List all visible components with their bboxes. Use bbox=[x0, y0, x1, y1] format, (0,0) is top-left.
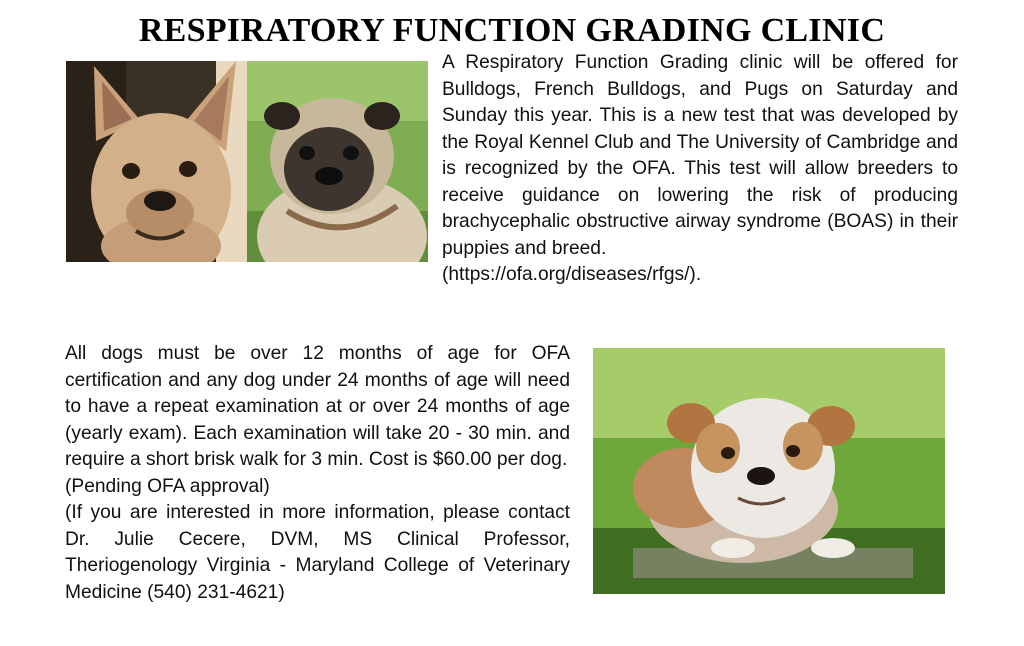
requirements-text: All dogs must be over 12 months of age for OFA certification and any dog under 24 months of age will need to have a repeat examination at or over 24 months of age (yearly exam). Each examination will take 20 - 30 min. and require a short brisk walk for 3 min. Cost is $60.00 per dog. bbox=[65, 343, 570, 470]
pug-photo bbox=[247, 61, 428, 262]
french-bulldog-photo bbox=[66, 61, 247, 262]
details-paragraph bbox=[65, 341, 570, 606]
contact-text: (If you are interested in more information, please contact Dr. Julie Cecere, DVM, MS Clinical Professor, Theriogenology Virginia - Maryland College of Veterinary Medicine (540) 231-4621) bbox=[65, 502, 570, 603]
intro-text: A Respiratory Function Grading clinic will be offered for Bulldogs, French Bulldogs, and Pugs on Saturday and Sunday this year. This is a new test that was developed by the Royal Kennel Club and The University of Cambridge and is recognized by the OFA. This test will allow breeders to receive guidance on lowering the risk of producing brachycephalic obstructive airway syndrome (BOAS) in their puppies and breed. bbox=[442, 52, 958, 259]
intro-paragraph bbox=[442, 50, 958, 289]
page-title: RESPIRATORY FUNCTION GRADING CLINIC bbox=[138, 12, 886, 49]
pending-approval-text: (Pending OFA approval) bbox=[65, 475, 270, 497]
ofa-link-text: (https://ofa.org/diseases/rfgs/). bbox=[442, 264, 702, 285]
bulldog-puppy-photo bbox=[593, 348, 945, 594]
